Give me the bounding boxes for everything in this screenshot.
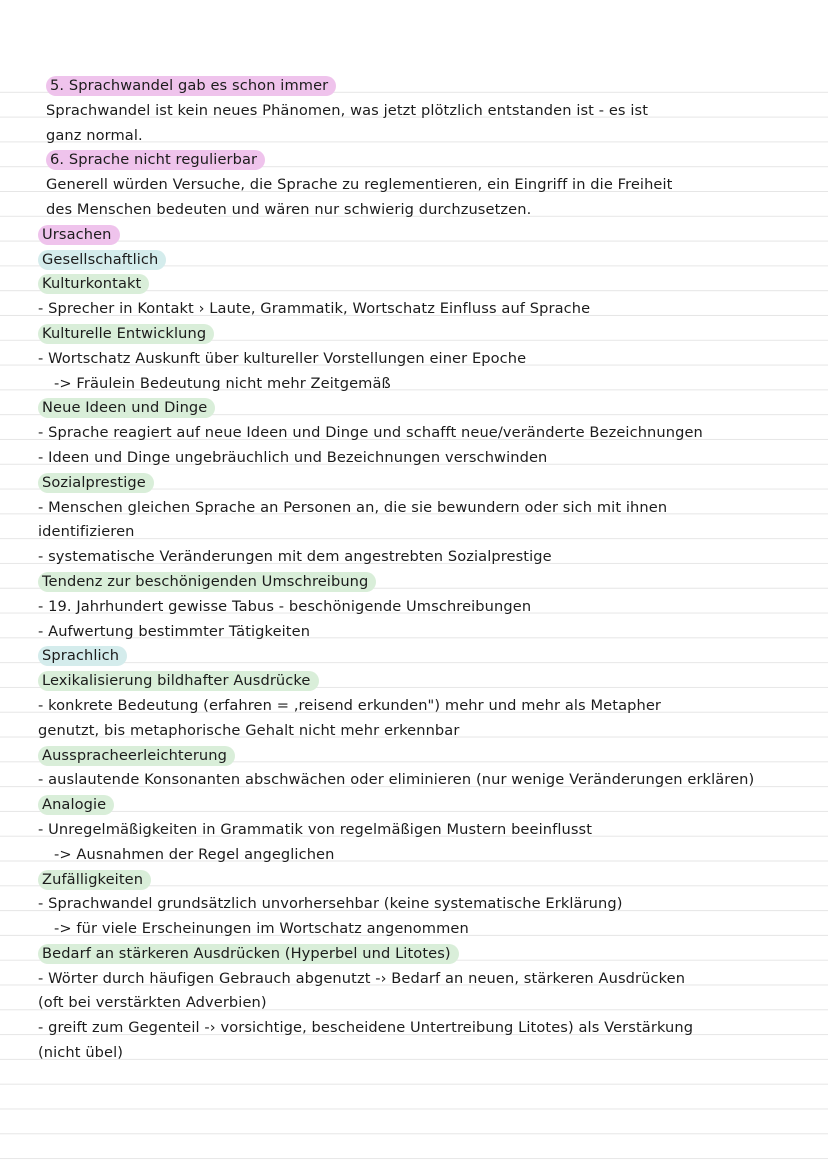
note-heading xyxy=(38,322,798,347)
note-heading xyxy=(38,471,798,496)
note-line xyxy=(38,421,798,446)
note-heading xyxy=(38,570,798,595)
highlighted-text: Gesellschaftlich xyxy=(38,250,166,270)
line-text: - Aufwertung bestimmter Tätigkeiten xyxy=(38,622,311,640)
line-text: genutzt, bis metaphorische Gehalt nicht mehr erkennbar xyxy=(38,721,460,739)
note-heading xyxy=(38,148,798,173)
line-text: - Sprache reagiert auf neue Ideen und Dinge und schafft neue/veränderte Bezeichnungen xyxy=(38,424,703,442)
note-line xyxy=(38,297,798,322)
note-line xyxy=(38,446,798,471)
note-line xyxy=(38,694,798,719)
line-text: ganz normal. xyxy=(46,126,143,144)
note-line xyxy=(38,545,798,570)
line-text: - auslautende Konsonanten abschwächen oder eliminieren (nur wenige Veränderungen erklären) xyxy=(38,771,755,789)
line-text: identifizieren xyxy=(38,523,135,541)
note-line xyxy=(38,719,798,744)
note-line xyxy=(38,1016,798,1041)
highlighted-text: Ursachen xyxy=(38,225,120,245)
highlighted-text: Lexikalisierung bildhafter Ausdrücke xyxy=(38,671,319,691)
handwritten-notes xyxy=(38,74,798,1066)
note-line xyxy=(38,620,798,645)
line-text: (nicht übel) xyxy=(38,1044,124,1062)
note-line xyxy=(38,372,798,397)
highlighted-text: Kulturelle Entwicklung xyxy=(38,324,214,344)
line-text: (oft bei verstärkten Adverbien) xyxy=(38,994,267,1012)
note-line xyxy=(38,99,798,124)
note-line xyxy=(38,967,798,992)
line-text: Generell würden Versuche, die Sprache zu reglementieren, ein Eingriff in die Freiheit xyxy=(46,176,673,194)
highlighted-text: Sprachlich xyxy=(38,646,127,666)
note-heading xyxy=(38,223,798,248)
highlighted-text: Kulturkontakt xyxy=(38,274,149,294)
line-text: Sprachwandel ist kein neues Phänomen, was jetzt plötzlich entstanden ist - es ist xyxy=(46,101,649,119)
note-line xyxy=(38,595,798,620)
highlighted-text: Ausspracheerleichterung xyxy=(38,746,235,766)
note-heading xyxy=(38,942,798,967)
note-heading xyxy=(38,669,798,694)
line-text: - Sprachwandel grundsätzlich unvorhersehbar (keine systematische Erklärung) xyxy=(38,895,623,913)
note-line xyxy=(38,892,798,917)
note-line xyxy=(38,1041,798,1066)
note-heading xyxy=(38,744,798,769)
line-text: - Menschen gleichen Sprache an Personen an, die sie bewundern oder sich mit ihnen xyxy=(38,498,668,516)
note-heading xyxy=(38,793,798,818)
highlighted-text: Sozialprestige xyxy=(38,473,154,493)
line-text: - systematische Veränderungen mit dem angestrebten Sozialprestige xyxy=(38,548,552,566)
note-line xyxy=(38,124,798,149)
line-text: - greift zum Gegenteil -› vorsichtige, bescheidene Untertreibung Litotes) als Verstärkung xyxy=(38,1019,694,1037)
highlighted-text: Neue Ideen und Dinge xyxy=(38,398,215,418)
line-text: -> Fräulein Bedeutung nicht mehr Zeitgemäß xyxy=(54,374,391,392)
highlighted-text: Tendenz zur beschönigenden Umschreibung xyxy=(38,572,376,592)
note-heading xyxy=(38,868,798,893)
note-heading xyxy=(38,248,798,273)
line-text: -> Ausnahmen der Regel angeglichen xyxy=(54,845,335,863)
note-line xyxy=(38,818,798,843)
note-line xyxy=(38,843,798,868)
highlighted-text: Analogie xyxy=(38,795,114,815)
highlighted-text: 6. Sprache nicht regulierbar xyxy=(46,150,265,170)
line-text: - Wortschatz Auskunft über kultureller Vorstellungen einer Epoche xyxy=(38,349,527,367)
note-heading xyxy=(38,396,798,421)
note-heading xyxy=(38,74,798,99)
note-line xyxy=(38,496,798,521)
note-heading xyxy=(38,644,798,669)
note-line xyxy=(38,520,798,545)
line-text: - 19. Jahrhundert gewisse Tabus - beschönigende Umschreibungen xyxy=(38,597,532,615)
line-text: des Menschen bedeuten und wären nur schwierig durchzusetzen. xyxy=(46,200,532,218)
highlighted-text: Zufälligkeiten xyxy=(38,870,151,890)
note-line xyxy=(38,768,798,793)
note-heading xyxy=(38,272,798,297)
line-text: - Wörter durch häufigen Gebrauch abgenutzt -› Bedarf an neuen, stärkeren Ausdrücken xyxy=(38,969,686,987)
line-text: - Ideen und Dinge ungebräuchlich und Bezeichnungen verschwinden xyxy=(38,448,548,466)
note-line xyxy=(38,173,798,198)
line-text: - Unregelmäßigkeiten in Grammatik von regelmäßigen Mustern beeinflusst xyxy=(38,820,593,838)
line-text: - konkrete Bedeutung (erfahren = ‚reisend erkunden") mehr und mehr als Metapher xyxy=(38,696,662,714)
note-line xyxy=(38,347,798,372)
line-text: - Sprecher in Kontakt › Laute, Grammatik, Wortschatz Einfluss auf Sprache xyxy=(38,300,591,318)
note-line xyxy=(38,198,798,223)
highlighted-text: Bedarf an stärkeren Ausdrücken (Hyperbel und Litotes) xyxy=(38,944,459,964)
note-line xyxy=(38,917,798,942)
highlighted-text: 5. Sprachwandel gab es schon immer xyxy=(46,76,336,96)
note-line xyxy=(38,991,798,1016)
line-text: -> für viele Erscheinungen im Wortschatz angenommen xyxy=(54,920,469,938)
